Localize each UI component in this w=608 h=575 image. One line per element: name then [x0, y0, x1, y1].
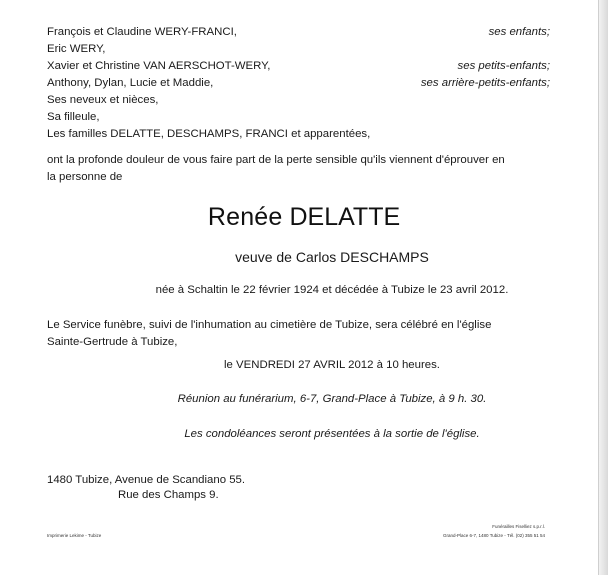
- family-line-5: Ses neveux et nièces,: [47, 94, 159, 106]
- family-line-3: Xavier et Christine VAN AERSCHOT-WERY,: [47, 60, 271, 72]
- printer-credit: Imprimerie Lekime - Tubize: [47, 533, 102, 538]
- family-line-4: Anthony, Dylan, Lucie et Maddie,: [47, 77, 214, 89]
- widow-of: veuve de Carlos DESCHAMPS: [235, 249, 429, 265]
- condolences-info: Les condoléances seront présentées à la sortie de l'église.: [184, 428, 480, 440]
- announcement-line-2: la personne de: [47, 171, 123, 183]
- service-line-1: Le Service funèbre, suivi de l'inhumation au cimetière de Tubize, sera célébré en l'église: [47, 319, 492, 331]
- deceased-name: [0, 205, 608, 230]
- family-line-1: François et Claudine WERY-FRANCI,: [47, 26, 237, 38]
- family-role-1: ses enfants;: [488, 26, 550, 38]
- birth-death-dates: née à Schaltin le 22 février 1924 et décédée à Tubize le 23 avril 2012.: [155, 284, 509, 296]
- funeral-home-name: Funérailles Fiselliez s.p.r.l.: [492, 524, 545, 529]
- funeral-home-address: Grand-Place 6-7, 1480 Tubize - Tél. (02) 355 51 54: [443, 533, 545, 538]
- page-edge: [599, 0, 608, 575]
- deceased-first-name: Renée: [207, 203, 283, 231]
- service-date-time: le VENDREDI 27 AVRIL 2012 à 10 heures.: [224, 359, 440, 371]
- address-line-2: Rue des Champs 9.: [118, 489, 219, 501]
- service-line-2: Sainte-Gertrude à Tubize,: [47, 336, 178, 348]
- family-role-4: ses arrière-petits-enfants;: [420, 77, 550, 89]
- address-line-1: 1480 Tubize, Avenue de Scandiano 55.: [47, 474, 246, 486]
- family-line-7: Les familles DELATTE, DESCHAMPS, FRANCI et apparentées,: [47, 128, 371, 140]
- family-role-3: ses petits-enfants;: [457, 60, 550, 72]
- family-line-6: Sa filleule,: [47, 111, 100, 123]
- announcement-line-1: ont la profonde douleur de vous faire part de la perte sensible qu'ils viennent d'éprouver en: [47, 154, 505, 166]
- meeting-info: Réunion au funérarium, 6-7, Grand-Place à Tubize, à 9 h. 30.: [177, 393, 487, 405]
- deceased-last-name: DELATTE: [289, 203, 401, 231]
- family-line-2: Eric WERY,: [47, 43, 106, 55]
